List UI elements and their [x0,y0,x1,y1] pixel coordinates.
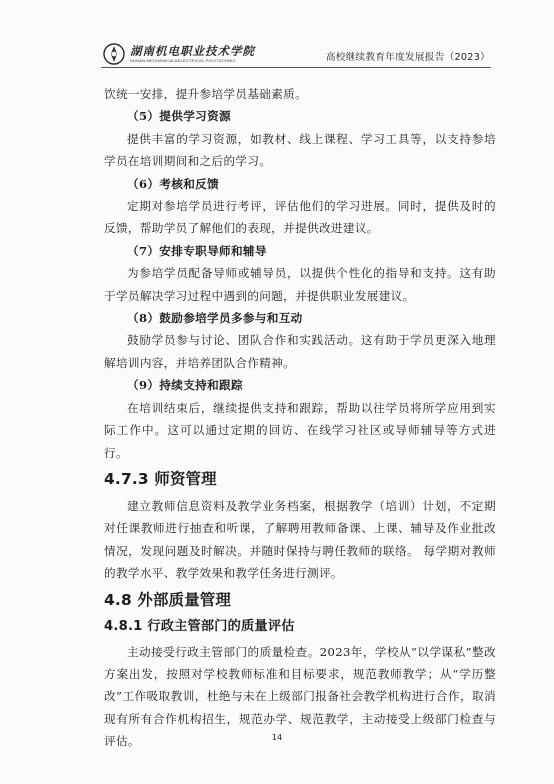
section-heading-4-7-3: 4.7.3 师资管理 [104,469,217,488]
page-body [104,83,496,753]
paragraph-continued: 饮统一安排，提升参培学员基础素质。 [104,87,308,101]
paragraph: 鼓励学员参与讨论、团队合作和实践活动。这有助于学员更深入地理解培训内容，并培养团队合作精神。 [104,333,496,370]
item-title-8: （8）鼓励参培学员多参与和互动 [127,311,303,326]
page-header [0,0,554,68]
paragraph: 建立教师信息资料及教学业务档案，根据教学（培训）计划，不定期对任课教师进行抽查和听课，了解聘用教师备课、上课、辅导及作业批改情况，发现问题及时解决。并随时保持与聘任教师的联络。 每学期对教师的教学水平、教学效果和教学任务进行测评。 [104,498,496,581]
item-title-5: （5）提供学习资源 [127,109,231,124]
paragraph: 为参培学员配备导师或辅导员，以提供个性化的指导和支持。这有助于学员解决学习过程中遇到的问题，并提供职业发展建议。 [104,266,496,303]
school-logo [103,40,255,68]
paragraph: 主动接受行政主管部门的质量检查。2023年，学校从“以学谋私”整改方案出发，按照对学校教师标准和目标要求，规范教师教学；从“学历整改”工作吸取教训，杜绝与未在上级部门报备社会教学机构进行合作，取消现有所有合作机构招生，规范办学、规范教学，主动接受上级部门检查与评估。 [104,644,496,749]
school-name-cn: 湖南机电职业技术学院 [130,44,255,58]
header-divider [101,67,491,68]
section-heading-4-8: 4.8 外部质量管理 [104,590,231,609]
school-name-en: HUNAN MECHANICAL&ELECTRICAL POLYTECHNIC [130,58,236,63]
school-emblem-icon [103,43,125,65]
item-title-6: （6）考核和反馈 [127,176,220,191]
paragraph: 在培训结束后，继续提供支持和跟踪，帮助以往学员将所学应用到实际工作中。这可以通过定期的回访、在线学习社区或导师辅导等方式进行。 [104,400,496,460]
item-title-7: （7）安排专职导师和辅导 [127,243,267,258]
paragraph: 定期对参培学员进行考评，评估他们的学习进展。同时，提供及时的反馈，帮助学员了解他们的表现，并提供改进建议。 [104,199,496,236]
report-title: 高校继续教育年度发展报告（2023） [325,52,490,63]
page-number: 14 [271,733,283,742]
section-heading-4-8-1: 4.8.1 行政主管部门的质量评估 [104,618,295,634]
paragraph: 提供丰富的学习资源，如教材、线上课程、学习工具等，以支持参培学员在培训期间和之后的学习。 [104,131,496,169]
item-title-9: （9）持续支持和跟踪 [127,378,243,393]
